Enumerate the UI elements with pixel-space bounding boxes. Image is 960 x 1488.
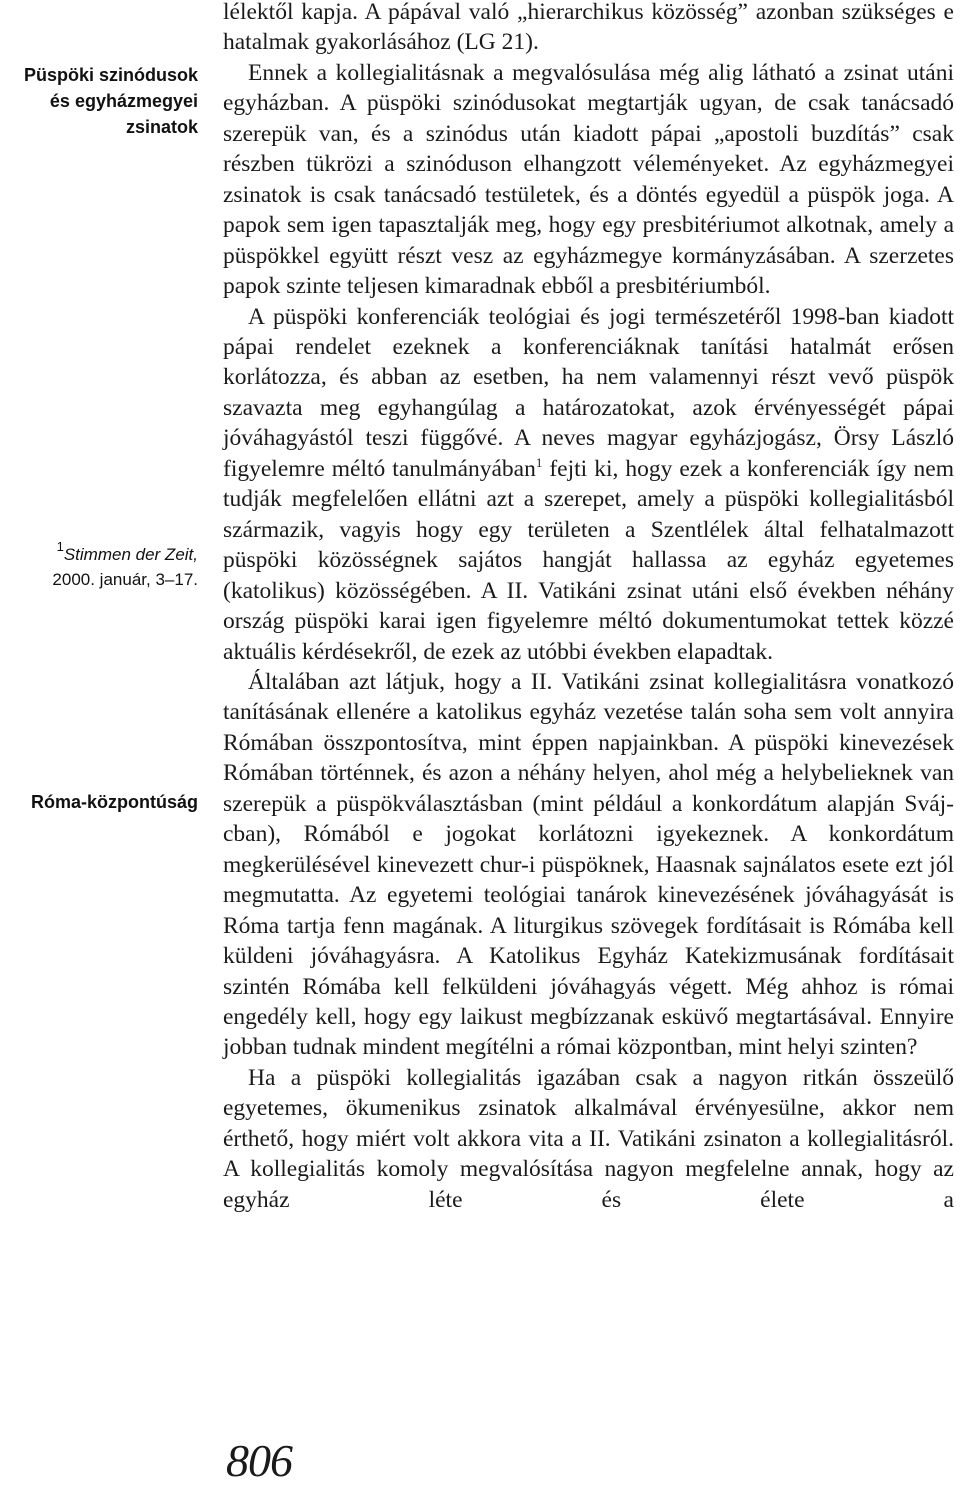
margin-footnote bbox=[0, 539, 198, 592]
body-text bbox=[223, 0, 954, 1215]
footnote-reference: 1 bbox=[535, 454, 543, 470]
margin-heading-synods-line2: és egyházmegyei bbox=[49, 91, 198, 111]
paragraph-2: Ennek a kollegialitásnak a megvalósulása még alig látható a zsinat utáni egyházban. A püspöki szinódusokat megtartják ugyan, de csak tanácsadó szerepük van, és a szinódus után kiadott pápai „apostoli buzdítás” csak részben tükrözi a szinóduson elhangzott véleményeket. Az egyházmegyei zsinatok is csak tanácsadó testületek, és a döntés egyedül a püspök joga. A papok sem igen tapasztalják meg, hogy egy presbitériumot alkotnak, amely a püspökkel együtt részt vesz az egyházmegye kormányzásában. A szerzetes papok szinte teljesen kimaradnak ebből a presbitériumból. bbox=[223, 59, 954, 300]
margin-heading-synods-line3: zsinatok bbox=[125, 117, 198, 137]
margin-heading-synods-line1: Püspöki szinódusok bbox=[23, 65, 198, 85]
margin-footnote-date: 2000. január, 3–17. bbox=[52, 570, 198, 589]
margin-footnote-mark: 1 bbox=[56, 539, 64, 554]
paragraph-4: Általában azt látjuk, hogy a II. Vatikáni zsinat kollegialitásra vonatkozó tanításának ellenére a katolikus egyház vezetése talán soha sem volt annyira Rómában összpontosítva, mint éppen napjainkban. A püspöki kinevezések Rómában történnek, és azon a néhány helyen, ahol még a helybelieknek van szerepük a püspökválasztásban (mint például a konkordátum alapján Svájcban), Rómából e jogokat korlátozni igyekeznek. A konkordátum megkerülésével kinevezett chur-i püspöknek, Haasnak sajnálatos esete ezt jól megmutatta. Az egyetemi teológiai tanárok kinevezésének jóváhagyását is Róma tartja fenn magának. A liturgikus szövegek fordításait is Rómába kell küldeni jóváhagyásra. A Katolikus Egyház Katekizmusának fordításait szintén Rómába kell felküldeni jóváhagyás végett. Még ahhoz is római engedély kell, hogy egy laikust megbízzanak esküvő megtartásával. Ennyire jobban tudnak mindent megítélni a római központban, mint helyi szinten? bbox=[223, 668, 954, 1061]
margin-footnote-source: Stimmen der Zeit, bbox=[63, 545, 198, 564]
margin-heading-synods bbox=[0, 62, 198, 140]
paragraph-1: lélektől kapja. A pápával való „hierarchikus közösség” azonban szükséges e hatalmak gyakorlásához (LG 21). bbox=[223, 0, 954, 56]
paragraph-3-part-a: A püspöki konferenciák teológiai és jogi természetéről 1998-ban kiadott pápai rendelet ezeknek a konferenciáknak tanítási hatalmát erősen korlátozza, és abban az esetben, ha nem valamennyi részt vevő püspök szavazta meg egyhangúlag a határozatokat, azok érvényességét pápai jóváhagyástól teszi függővé. A neves magyar egyházjogász, Örsy László figyelemre méltó tanulmányában bbox=[223, 303, 954, 482]
paragraph-5: Ha a püspöki kollegialitás igazában csak a nagyon ritkán összeülő egyetemes, ökumenikus zsinatok alkalmával érvényesülne, akkor nem érthető, hogy miért volt akkora vita a II. Vatikáni zsinaton a kollegialitásról. A kollegialitás komoly megvalósítása nagyon megfelelne annak, hogy az egyház léte és élete a bbox=[223, 1064, 954, 1213]
page-number: 806 bbox=[226, 1435, 292, 1486]
margin-heading-rome-centrism: Róma-központúság bbox=[30, 792, 198, 812]
margin-footnote-line1 bbox=[0, 539, 198, 567]
paragraph-3 bbox=[223, 302, 954, 667]
paragraph-3-part-b: fejti ki, hogy ezek a konferenciák így nem tudják megfelelően ellátni azt a szerepet, amely a püspöki kollegialitásból származik, vagyis hogy egy területen a Szentlélek által felhatalmazott püspöki közösségnek sajátos hangját hallassa az egyház egyetemes (katolikus) közösségében. A II. Vatikáni zsinat utáni első években néhány ország püspöki karai igen figyelemre méltó dokumentumokat tettek közzé aktuális kérdésekről, de ezek az utóbbi években elapadtak. bbox=[223, 455, 954, 665]
